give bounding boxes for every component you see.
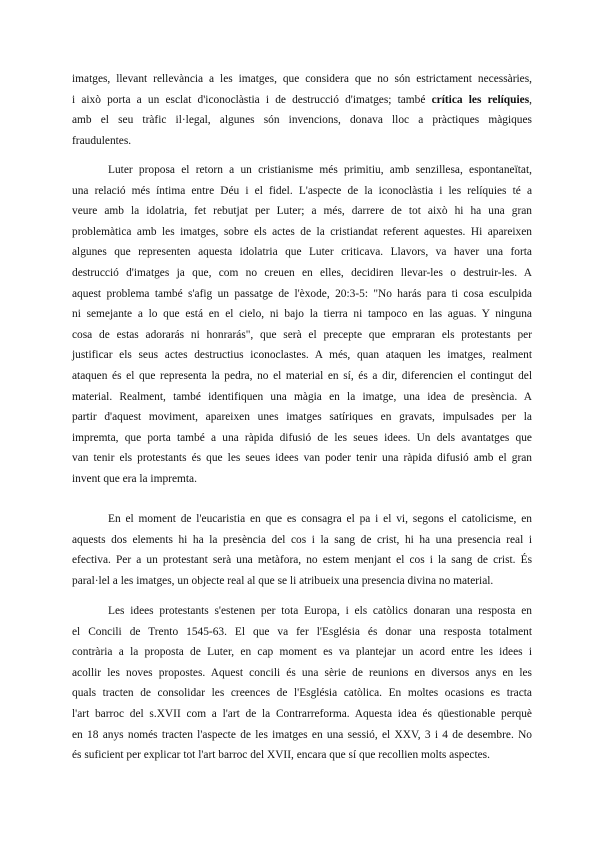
text-line: quals tracten de consolidar les creences de l'Església catòlica. En moltes ocasions es tracta <box>72 687 532 700</box>
text-line: Luter proposa el retorn a un cristianisme més primitiu, amb senzillesa, espontaneïtat, <box>108 164 532 176</box>
text-line: cosa de estas adorarás ni honrarás", que serà el precepte que empraran els protestants per <box>72 328 532 341</box>
text-line: aquest problema també s'afig un passatge de l'èxode, 20:3-5: "No harás para ti cosa esculpida <box>72 287 532 300</box>
text-line: el Concili de Trento 1545-63. El que va fer l'Església és donar una resposta totalment <box>72 625 532 638</box>
text-line: en 18 anys només tracten l'aspecte de les imatges en una sessió, el XXV, 3 i 4 de desembre. No <box>72 728 532 741</box>
text-line <box>72 90 532 111</box>
text-line: paral·lel a les imatges, un objecte real al que se li atribueix una presencia divina no material. <box>72 574 494 587</box>
text-line: invent que era la impremta. <box>72 472 197 485</box>
text-line: problemàtica amb les imatges, sobre els actes de la cristiandat referent aquestes. Hi apareixen <box>72 225 532 238</box>
text-line: és suficient per explicar tot l'art barroc del XVII, encara que sí que recollien molts aspectes. <box>72 749 490 762</box>
paragraph-2 <box>72 160 532 490</box>
text-line: l'art barroc del s.XVII com a l'art de la Contrarreforma. Aquesta idea és qüestionable perquè <box>72 707 532 720</box>
text-line: efectiva. Per a un protestant serà una metàfora, no estem menjant el cos i la sang de crist. És <box>72 554 532 567</box>
text-run: i això porta a un esclat d'iconoclàstia i de destrucció d'imatges; també <box>72 93 432 106</box>
text-line: imatges, llevant rellevància a les imatges, que considera que no són estrictament necessàries, <box>72 73 532 85</box>
text-line: destrucció d'imatges ja que, com no creuen en elles, decidiren llevar-les o destruir-les. A <box>72 266 532 279</box>
text-line: material. Realment, també identifiquen una màgia en la imatge, una idea de presència. A <box>72 390 532 403</box>
text-run: , <box>529 93 532 106</box>
text-line: ataquen és el que representa la pedra, no el material en sí, és a dir, diferencien el contingut del <box>72 369 532 382</box>
paragraph-3 <box>72 509 532 591</box>
text-line: algunes que representen aquesta idolatria que Luter criticava. Llavors, va haver una forta <box>72 246 532 259</box>
text-line: una relació més íntima entre Déu i el fidel. L'aspecte de la iconoclàstia i les relíquies té a <box>72 184 532 197</box>
text-line: veure amb la idolatria, fet rebutjat per Luter; a més, darrere de tot això hi ha una gran <box>72 205 532 218</box>
text-line: impremta, que porta també a una ràpida difusió de les seues idees. Un dels avantatges que <box>72 431 532 444</box>
text-line: En el moment de l'eucaristia en que es consagra el pa i el vi, segons el catolicisme, en <box>108 513 532 525</box>
text-line: acollir les noves propostes. Aquest concili és una sèrie de reunions en diversos anys en les <box>72 666 532 679</box>
text-line: Les idees protestants s'estenen per tota Europa, i els catòlics donaran una resposta en <box>108 605 532 617</box>
text-line: van tenir els protestants és que les seues idees van poder tenir una ràpida difusió amb el gran <box>72 452 532 465</box>
text-line: amb el seu tràfic il·legal, algunes són invencions, donava lloc a pràctiques màgiques <box>72 114 532 127</box>
text-line: justificar els seus actes destructius iconoclastes. A més, quan ataquen les imatges, realment <box>72 349 532 362</box>
text-line: partir d'aquest moviment, apareixen unes imatges satíriques en gravats, impulsades per la <box>72 411 532 424</box>
text-line: aquests dos elements hi ha la presència del cos i la sang de crist, hi ha una presencia real i <box>72 533 532 546</box>
text-line: fraudulentes. <box>72 134 132 147</box>
paragraph-1 <box>72 69 532 151</box>
text-line: ni semejante a lo que está en el cielo, ni bajo la tierra ni tampoco en las aguas. Y ninguna <box>72 308 532 321</box>
bold-phrase: crítica les relíquies <box>431 93 530 106</box>
paragraph-4 <box>72 601 532 766</box>
text-line: contrària a la proposta de Luter, en cap moment es va plantejar un acord entre les idees i <box>72 646 532 659</box>
